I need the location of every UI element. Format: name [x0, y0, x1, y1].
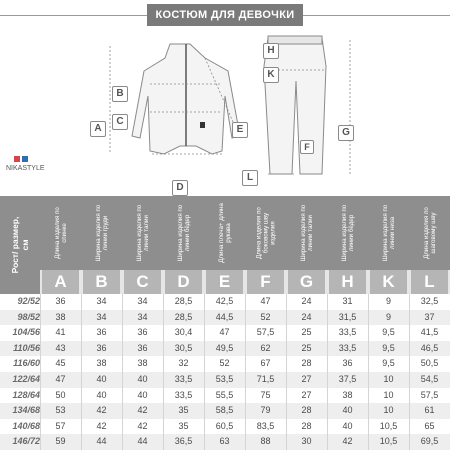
table-cell: 41 — [55, 327, 66, 338]
column-description: Ширина изделия по линии талии — [299, 204, 314, 262]
table-cell: 9,5 — [382, 358, 395, 369]
column-divider — [286, 294, 287, 450]
table-cell: 42 — [137, 420, 148, 431]
column-header-l — [409, 196, 450, 270]
column-description: Длина плеча+ длина рукава — [217, 203, 232, 263]
table-cell: 9,5 — [382, 342, 395, 353]
table-cell: 71,5 — [256, 374, 275, 384]
table-cell: 24 — [301, 296, 312, 306]
table-cell: 49,5 — [215, 342, 234, 353]
column-header-b — [81, 196, 122, 270]
column-divider — [40, 294, 41, 450]
table-cell: 36 — [96, 342, 107, 353]
table-cell: 60,5 — [215, 420, 234, 431]
column-header-c — [122, 196, 163, 270]
table-cell: 33,5 — [174, 389, 193, 400]
column-letter-f: F — [247, 270, 284, 294]
table-cell: 36,5 — [174, 436, 193, 447]
table-cell: 33,5 — [338, 342, 357, 353]
table-cell: 59 — [55, 436, 66, 447]
table-cell: 35 — [178, 405, 189, 416]
column-description: Ширина изделия по линии груди — [94, 204, 109, 262]
table-cell: 38 — [55, 311, 66, 322]
table-cell: 61 — [424, 405, 435, 416]
table-cell: 9 — [385, 296, 391, 306]
table-cell: 10 — [383, 389, 394, 400]
table-row — [0, 434, 450, 450]
column-divider — [163, 294, 164, 450]
title-banner — [0, 4, 450, 26]
table-cell: 34 — [137, 296, 148, 306]
row-size-label: 128/64 — [12, 389, 40, 400]
column-divider — [81, 294, 82, 450]
table-cell: 36 — [137, 342, 148, 353]
table-cell: 25 — [301, 342, 312, 353]
diagram-tag-b: B — [112, 86, 128, 102]
table-cell: 52 — [219, 358, 230, 369]
size-column-header — [0, 196, 40, 294]
table-cell: 41,5 — [420, 327, 439, 338]
table-cell: 67 — [260, 358, 271, 369]
table-cell: 28 — [301, 405, 312, 416]
table-cell: 42 — [96, 420, 107, 431]
column-divider — [327, 294, 328, 450]
table-cell: 53,5 — [215, 374, 234, 384]
diagram-tag-e: E — [232, 122, 248, 138]
table-cell: 44 — [96, 436, 107, 447]
column-header-k — [368, 196, 409, 270]
table-row — [0, 356, 450, 372]
table-cell: 10 — [383, 405, 394, 416]
table-cell: 50,5 — [420, 358, 439, 369]
column-divider — [204, 294, 205, 450]
table-cell: 44 — [137, 436, 148, 447]
table-cell: 38 — [342, 389, 353, 400]
table-cell: 88 — [260, 436, 271, 447]
size-column-label: Рост/ размер, см — [10, 216, 30, 274]
table-cell: 47 — [55, 374, 66, 384]
table-cell: 47 — [219, 327, 230, 338]
table-cell: 27 — [301, 389, 312, 400]
column-letter-h: H — [329, 270, 366, 294]
table-cell: 42 — [342, 436, 353, 447]
table-cell: 75 — [260, 389, 271, 400]
table-row — [0, 372, 450, 388]
row-size-label: 98/52 — [17, 311, 40, 322]
table-row — [0, 310, 450, 326]
table-cell: 40 — [96, 374, 107, 384]
row-size-label: 134/68 — [12, 405, 40, 416]
diagram-tag-l: L — [242, 170, 258, 186]
table-cell: 43 — [55, 342, 66, 353]
table-cell: 42 — [137, 405, 148, 416]
column-description: Длина изделия по спинке — [53, 207, 68, 259]
table-row — [0, 403, 450, 419]
table-cell: 54,5 — [420, 374, 439, 384]
table-cell: 10 — [383, 374, 394, 384]
table-row — [0, 388, 450, 404]
column-letter-a: A — [42, 270, 79, 294]
diagram-tag-f: F — [300, 140, 314, 154]
table-cell: 40 — [137, 374, 148, 384]
column-divider — [409, 294, 410, 450]
table-cell: 28,5 — [174, 296, 193, 306]
jacket-drawing — [132, 44, 240, 154]
table-cell: 62 — [260, 342, 271, 353]
logo-mark-blue — [22, 156, 28, 162]
row-size-label: 104/56 — [12, 327, 40, 338]
table-cell: 36 — [342, 358, 353, 369]
table-row — [0, 419, 450, 435]
table-cell: 37,5 — [338, 374, 357, 384]
garment-diagram — [0, 26, 450, 196]
column-letter-k: K — [370, 270, 407, 294]
table-cell: 42,5 — [215, 296, 234, 306]
table-cell: 10,5 — [379, 436, 398, 447]
table-cell: 10,5 — [379, 420, 398, 431]
table-cell: 40 — [96, 389, 107, 400]
table-cell: 33,5 — [174, 374, 193, 384]
column-header-h — [327, 196, 368, 270]
table-cell: 55,5 — [215, 389, 234, 400]
table-cell: 34 — [137, 311, 148, 322]
title-line-right — [303, 15, 450, 16]
column-letter-d: D — [165, 270, 202, 294]
column-divider — [245, 294, 246, 450]
table-cell: 46,5 — [420, 342, 439, 353]
table-cell: 50 — [55, 389, 66, 400]
diagram-tag-a: A — [90, 121, 106, 137]
row-size-label: 146/72 — [12, 436, 40, 447]
table-cell: 47 — [260, 296, 271, 306]
column-letter-g: G — [288, 270, 325, 294]
column-header-d — [163, 196, 204, 270]
table-cell: 38 — [96, 358, 107, 369]
table-cell: 24 — [301, 311, 312, 322]
diagram-tag-c: C — [112, 114, 128, 130]
column-description: Ширина изделия по линии талии — [135, 204, 150, 262]
column-divider — [122, 294, 123, 450]
column-description: Ширина изделия по линии бёдер — [176, 204, 191, 262]
table-cell: 27 — [301, 374, 312, 384]
table-cell: 44,5 — [215, 311, 234, 322]
table-cell: 40 — [137, 389, 148, 400]
table-cell: 28,5 — [174, 311, 193, 322]
table-cell: 45 — [55, 358, 66, 369]
table-cell: 28 — [301, 420, 312, 431]
table-cell: 63 — [219, 436, 230, 447]
table-cell: 58,5 — [215, 405, 234, 416]
row-size-label: 140/68 — [12, 420, 40, 431]
row-size-label: 92/52 — [17, 296, 40, 306]
diagram-tag-g: G — [338, 125, 354, 141]
table-cell: 34 — [96, 296, 107, 306]
table-cell: 31,5 — [338, 311, 357, 322]
size-table — [0, 196, 450, 450]
column-header-e — [204, 196, 245, 270]
table-cell: 34 — [96, 311, 107, 322]
table-cell: 57,5 — [256, 327, 275, 338]
logo-mark-red — [14, 156, 20, 162]
table-cell: 83,5 — [256, 420, 275, 431]
table-cell: 25 — [301, 327, 312, 338]
table-cell: 28 — [301, 358, 312, 369]
column-header-g — [286, 196, 327, 270]
table-cell: 40 — [342, 420, 353, 431]
table-cell: 38 — [137, 358, 148, 369]
title-line-left — [0, 15, 147, 16]
row-size-label: 122/64 — [12, 374, 40, 384]
column-description: Длина изделия по шаговому шву — [422, 207, 437, 259]
column-header-f — [245, 196, 286, 270]
diagram-tag-d: D — [172, 180, 188, 196]
table-cell: 30,4 — [174, 327, 193, 338]
table-cell: 36 — [137, 327, 148, 338]
column-header-a — [40, 196, 81, 270]
table-cell: 30,5 — [174, 342, 193, 353]
column-description: Ширина изделия по линии низа — [381, 204, 396, 262]
table-cell: 32 — [178, 358, 189, 369]
table-row — [0, 325, 450, 341]
table-row — [0, 294, 450, 310]
table-cell: 65 — [424, 420, 435, 431]
table-cell: 79 — [260, 405, 271, 416]
table-letter-row — [0, 270, 450, 294]
row-size-label: 110/56 — [13, 342, 40, 353]
diagram-tag-k: K — [263, 67, 279, 83]
column-letter-c: C — [124, 270, 161, 294]
table-cell: 36 — [55, 296, 66, 306]
column-letter-e: E — [206, 270, 243, 294]
table-cell: 36 — [96, 327, 107, 338]
column-letter-b: B — [83, 270, 120, 294]
column-divider — [368, 294, 369, 450]
row-size-label: 116/60 — [13, 358, 40, 369]
table-cell: 30 — [301, 436, 312, 447]
table-cell: 35 — [178, 420, 189, 431]
table-cell: 69,5 — [420, 436, 439, 447]
table-cell: 32,5 — [420, 296, 439, 306]
table-row — [0, 341, 450, 357]
brand-logo-text: NIKASTYLE — [6, 165, 45, 172]
column-description: Ширина изделия по линии бёдер — [340, 204, 355, 262]
table-cell: 33,5 — [338, 327, 357, 338]
table-cell: 52 — [260, 311, 271, 322]
table-cell: 53 — [55, 405, 66, 416]
table-cell: 57,5 — [420, 389, 439, 400]
table-cell: 57 — [55, 420, 66, 431]
table-cell: 9,5 — [382, 327, 395, 338]
column-description: Длина изделия по боковому шву изделия — [255, 207, 276, 259]
table-cell: 40 — [342, 405, 353, 416]
diagram-tag-h: H — [263, 43, 279, 59]
table-cell: 42 — [96, 405, 107, 416]
page-title: КОСТЮМ ДЛЯ ДЕВОЧКИ — [147, 4, 303, 26]
brand-logo — [14, 156, 28, 162]
table-cell: 31 — [342, 296, 353, 306]
column-letter-l: L — [411, 270, 448, 294]
table-cell: 37 — [424, 311, 435, 322]
table-cell: 9 — [385, 311, 391, 322]
